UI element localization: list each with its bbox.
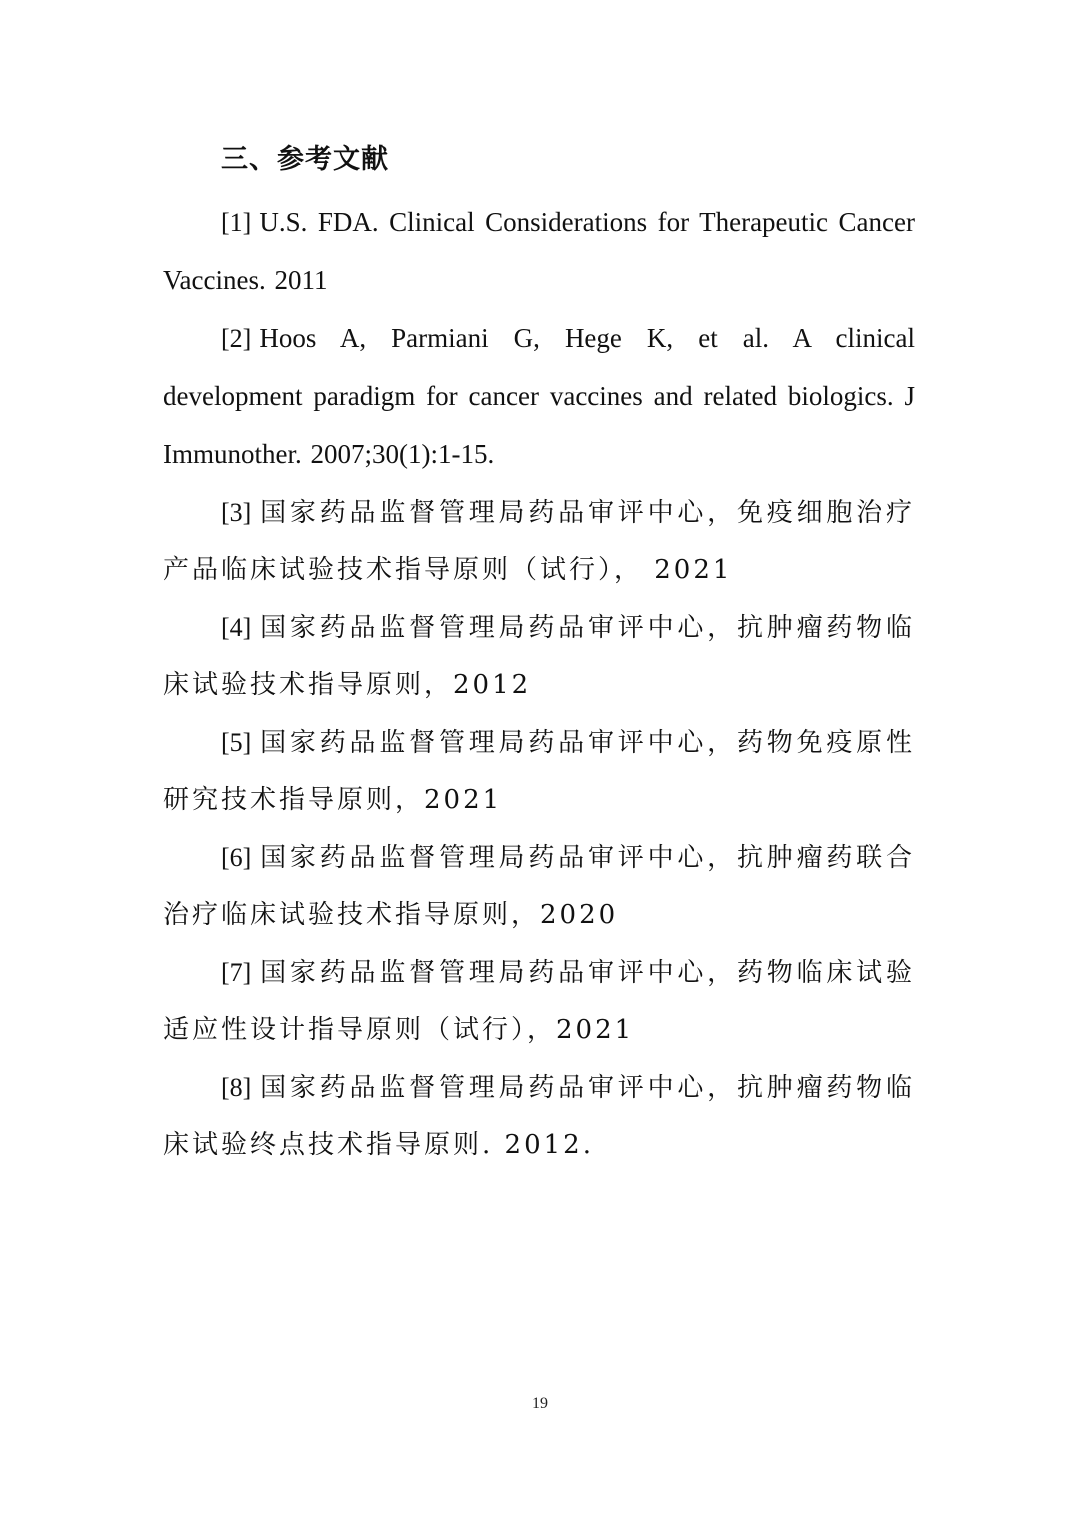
reference-text: 国家药品监督管理局药品审评中心，抗肿瘤药联合治疗临床试验技术指导原则，2020 [163, 843, 915, 930]
reference-text: 国家药品监督管理局药品审评中心，抗肿瘤药物临床试验终点技术指导原则. 2012. [163, 1073, 915, 1160]
reference-text: 国家药品监督管理局药品审评中心，免疫细胞治疗产品临床试验技术指导原则（试行）， 2021 [163, 498, 915, 585]
reference-text: Hoos A, Parmiani G, Hege K, et al. A clinical development paradigm for cancer vaccines and related biologics. J Immunother. 2007;30(1):1-15. [163, 323, 915, 469]
reference-number: [3] [221, 498, 252, 527]
reference-number: [6] [221, 843, 252, 872]
reference-text: 国家药品监督管理局药品审评中心，药物免疫原性研究技术指导原则，2021 [163, 728, 915, 815]
reference-item-2 [163, 310, 915, 484]
reference-item-4 [163, 599, 915, 714]
reference-text: 国家药品监督管理局药品审评中心，抗肿瘤药物临床试验技术指导原则，2012 [163, 613, 915, 700]
reference-item-5 [163, 714, 915, 829]
reference-item-3 [163, 484, 915, 599]
reference-number: [2] [221, 324, 252, 353]
reference-text: 国家药品监督管理局药品审评中心，药物临床试验适应性设计指导原则（试行），2021 [163, 958, 915, 1045]
reference-number: [1] [221, 208, 252, 237]
reference-item-1 [163, 194, 915, 310]
reference-number: [7] [221, 958, 252, 987]
reference-number: [5] [221, 728, 252, 757]
page-number: 19 [532, 1395, 548, 1412]
reference-number: [4] [221, 613, 252, 642]
reference-number: [8] [221, 1073, 252, 1102]
reference-item-8 [163, 1059, 915, 1174]
reference-item-6 [163, 829, 915, 944]
reference-item-7 [163, 944, 915, 1059]
section-heading: 三、参考文献 [221, 144, 389, 175]
reference-text: U.S. FDA. Clinical Considerations for Therapeutic Cancer Vaccines. 2011 [163, 207, 915, 295]
page-content [163, 138, 915, 1174]
